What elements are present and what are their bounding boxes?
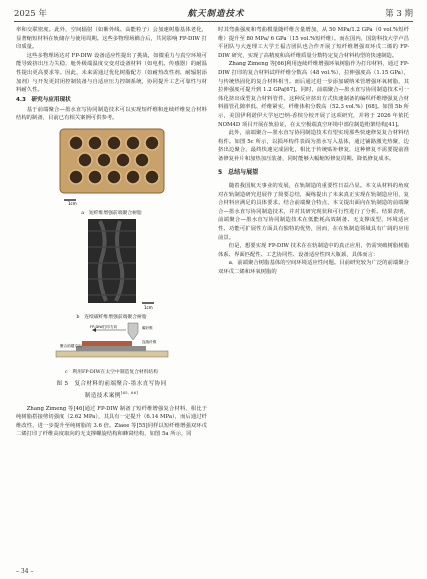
- scale-bar-b-label: 1cm: [144, 304, 153, 310]
- left-paragraph-2: 这些多物理场达对 FP-DIW 设备适应性提出了挑战，如微重力与真空环境可能导致挤出压力失稳，舱外极端温度交变对设备材料（如电机、传感器）的耐温性提出更高要求等。因此，未来需通过优化树脂配方（如耐热改性剂、耐辐射添加剂）与开发更封闭控制装备与自适应压力控制系统，协同提升工艺可靠性与材料耐久性。: [16, 52, 207, 94]
- right-paragraph-2: Zhang Zimeng 等[66]利用连续纤维增强环氧树脂作为打印材料，通过 FP-DIW 打印的复合材料试样纤维分数高（48 vol.%），拉伸强度高（1.15 GPa），与传统热固化的复合材料相当。而后通过进一步添加碳纳米管增强环氧树脂，其拉伸强度可提升到 1.2 GPa[67]。同时，前端聚合—墨水直写协同制造技术可一体化挤出成型复合材料管件。这种反应挤出方式快速制备的编织纤维增强复合材料圆管孔隙率低、纤维紧实，纤维体积分数高（52.3 vol.%）[68]。如图 5b 所示，美国伊利诺伊大学厄巴纳-香槟分校开展了这项研究，并将于 2026 年依托 NOM4D 项目开展在轨验证，在太空极端真空环境中部位制造桁架结构[41]。: [218, 61, 409, 128]
- figure-5-caption-line-2: [16, 389, 207, 401]
- right-paragraph-3: 此外，前端聚合—墨水直写协同制造技术有望实现那些快速修复复合材料结构件。如图 5c 所示，以损坏构件表面为墨水写入基体，通过铺路激光热聚，边挤出边聚合，最终快速完成固化，相比于传统贴补修复，这种修复不需要提前准备修复补片和加热加压装备，同时能够大幅缩短修复周期、降低修复成本。: [218, 130, 409, 162]
- continuous-fiber-label: 连续纤维: [142, 340, 157, 345]
- right-column: [218, 26, 409, 277]
- running-header: [14, 6, 413, 20]
- right-paragraph-5: 但是，想要实现 FP-DIW 技术在在轨制造中的真正应用，仍需突破树脂树脂体系、界面匹配性、工艺协同性、设备适应性四大瓶颈，具体而言：: [218, 243, 409, 258]
- fpdiw-direction-label: FP-DIW打印方向: [90, 325, 118, 330]
- figure-5c-diagram: [16, 321, 207, 365]
- figure-5-caption-line-1: 图 5 复合材料的前端聚合-墨水直写协同: [56, 380, 167, 387]
- section-heading-4-3: 4.3 研究与应用现状: [16, 97, 71, 104]
- left-paragraph-3: 基于前端聚合—墨水直写协同制造技术可以实现短纤维和连续纤维复合材料结构的制备，目前已有相关案例可供参考。: [16, 106, 207, 122]
- figure-5b-caption: b 连续碳纤维增强前端聚合树脂: [76, 315, 147, 321]
- figure-5-caption-text: 制造技术案例: [84, 392, 121, 399]
- front-direction-label: 聚合前端方向: [60, 344, 82, 349]
- figure-5c-caption: c 利用FP-DIW在太空中制造复合材料结构: [64, 369, 159, 375]
- left-paragraph-1: 率和交联密度。此外，空间辐射（如紫外线、高能粒子）会加速树脂基体老化，显著缩短材料在轨储存与使用周期。这些多物理场耦合后，共同影响 FP-DIW 打印质量。: [16, 27, 207, 51]
- figure-5-ref: [65, 66]: [120, 390, 139, 395]
- fiber-label: 碳纤维: [142, 326, 153, 331]
- left-paragraph-4: Zhang Zimeng 等[46]通过 FP-DIW 制备了短纤维增强复合材料，相比于纯树脂搭接剪切强度（2.62 MPa），其具有一定提升（6.14 MPa），而后通过纤维改性，进一步提升至纯树脂的 3.6 倍。Ziaee 等[55]同样以短纤维增强双环戊二烯打印了纤维高度取向的无支撑螺旋结构和蜂窝结构，如图 5a 所示，同: [16, 405, 207, 438]
- right-paragraph-4: 随着我国航天事业的发展，在轨制造的重要性日益凸显。本文从材料的角度对在轨制造研究进展作了简要总结，凝练提出了未来真正实现在轨制造应用，复合材料应满足的具体要求。结合前端聚合特点，本文提出面向在轨制造的前端聚合—墨水直写协同制造技术，并对其研究现状和可行性进行了分析。结果表明，前端聚合—墨水直写协同制造技术在低能耗高效制备、无支撑成型、环境适应性、功能可扩展性方面具有独特的优势，因而，在在轨制造领域具有广阔的应用前景。: [218, 183, 409, 241]
- right-paragraph-1: 时其弯曲强度和弯曲模量随纤维含量增加，从 50 MPa/1.2 GPa（0 vol.%短纤维）提升至 80 MPa/ 6 GPa（15 vol.%短纤维）。而在国内，国防科技大学卢昌平团队与大连理工大学王福吉团队也合作开展了短纤维增强双环戊二烯的 FP-DIW 研究，实现了高精度和高纤维质量分数特定复合材料构型的快速制造。: [218, 27, 409, 59]
- right-paragraph-6: a．前端聚合树脂基体的空间环境适应性问题。目前研究较为广泛的前端聚合双环戊二烯和环氧树脂的: [218, 260, 409, 276]
- section-heading-5: 5 总结与展望: [218, 168, 259, 176]
- figure-5a-image: [16, 126, 207, 206]
- figure-5: [16, 126, 207, 401]
- header-year: 2025 年: [14, 9, 47, 19]
- figure-5a-caption: a 短纤维增强前端聚合树脂: [81, 210, 142, 216]
- header-rule: [14, 21, 413, 22]
- scale-bar-a-label: 1cm: [68, 201, 77, 207]
- header-issue: 第 3 期: [385, 9, 413, 19]
- header-journal-title: 航天制造技术: [187, 9, 245, 19]
- left-column: [16, 26, 207, 439]
- figure-5b-image: [16, 217, 207, 311]
- figure-5-caption: [16, 380, 207, 401]
- page-number: – 34 –: [16, 568, 34, 575]
